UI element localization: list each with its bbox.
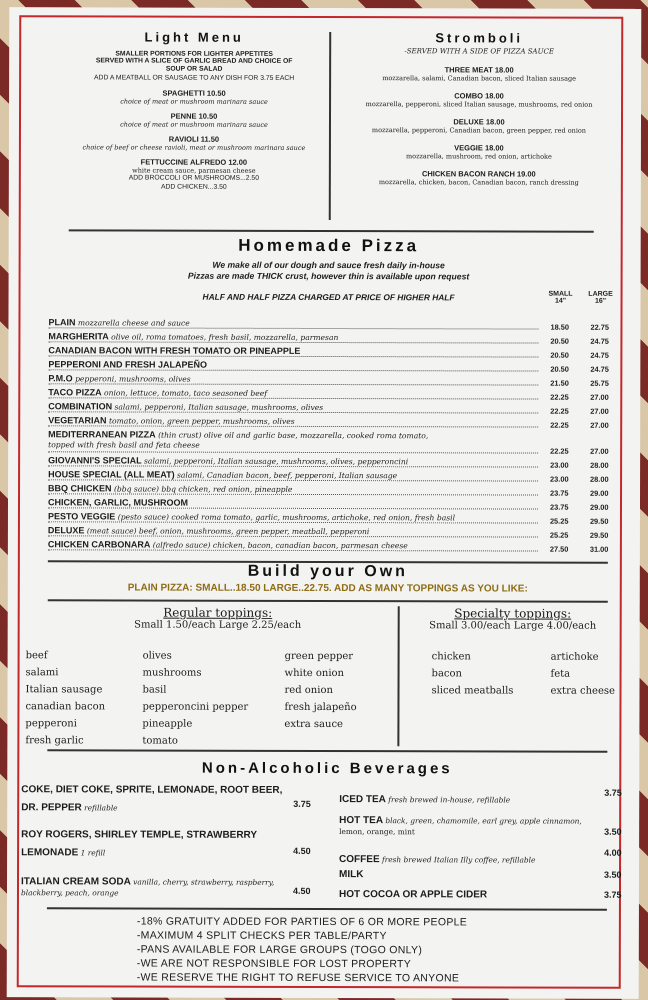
light-menu-item <box>69 158 319 192</box>
beverage-item <box>21 829 311 860</box>
item-name: PENNE 10.50 <box>170 111 218 121</box>
beverage-item <box>21 869 311 898</box>
pizza-label <box>48 497 190 507</box>
beverage-price: 3.75 <box>604 787 622 798</box>
large-price: 25.75 <box>590 378 609 388</box>
stromboli-title: Stromboli <box>435 30 524 46</box>
pizza-label <box>48 469 399 480</box>
footer-notes <box>137 915 467 986</box>
light-menu-title: Light Menu <box>144 29 244 45</box>
topping-item: beef <box>25 650 48 662</box>
pizza-name: DELUXE <box>47 525 85 536</box>
dot-leader <box>48 327 538 329</box>
pizza-row <box>48 429 628 457</box>
specialty-toppings-price: Small 3.00/each Large 4.00/each <box>429 620 597 632</box>
beverage-item <box>339 869 629 881</box>
small-price: 27.50 <box>549 544 569 554</box>
stromboli-item <box>344 117 614 135</box>
beverage-name: DR. PEPPER <box>21 802 82 814</box>
pizza-name: PLAIN <box>48 317 76 328</box>
topping-item: Italian sausage <box>25 684 103 696</box>
beverage-item <box>339 889 629 901</box>
pizza-label <box>48 345 302 356</box>
small-price: 21.50 <box>550 378 569 388</box>
large-price: 28.00 <box>590 460 609 470</box>
dot-leader <box>48 507 538 509</box>
light-menu-item <box>69 135 319 153</box>
small-price: 22.25 <box>550 392 569 402</box>
pizza-row <box>48 415 628 431</box>
topping-item: fresh garlic <box>25 735 84 747</box>
topping-item: pineapple <box>142 718 193 730</box>
item-desc: white cream sauce, parmesan cheese <box>132 166 256 176</box>
light-menu-intro: SOUP OR SALAD <box>165 65 223 74</box>
beverage-price: 3.75 <box>293 798 311 809</box>
topping-item: canadian bacon <box>25 701 106 713</box>
regular-toppings-title: Regular toppings: <box>163 605 273 620</box>
specialty-toppings-col <box>550 649 615 700</box>
topping-item: mushrooms <box>142 667 202 679</box>
item-name: VEGGIE 18.00 <box>454 143 504 153</box>
pizza-label <box>48 373 192 383</box>
beverages-title: Non-Alcoholic Beverages <box>201 759 453 778</box>
beverage-item <box>339 787 629 807</box>
size-inches: 14" <box>554 297 567 305</box>
topping-item: bacon <box>431 668 463 680</box>
item-name: CHICKEN BACON RANCH 19.00 <box>421 169 536 179</box>
topping-item: red onion <box>284 684 333 697</box>
beverage-name: LEMONADE <box>21 847 79 859</box>
specialty-toppings-col <box>431 648 513 699</box>
dot-leader <box>48 451 538 453</box>
pizza-desc: (bbq sauce) bbq chicken, red onion, pineapple <box>111 484 293 494</box>
beverage-price: 4.50 <box>293 845 311 856</box>
large-price: 27.00 <box>590 446 609 456</box>
beverage-desc: lemon, orange, mint <box>339 827 415 837</box>
item-desc: choice of meat or mushroom marinara sauce <box>120 120 268 130</box>
pizza-desc: salami, pepperoni, Italian sausage, mushrooms, olives, pepperoncini <box>141 456 409 467</box>
pizza-name: BBQ CHICKEN <box>48 483 112 494</box>
pizza-row <box>48 511 628 527</box>
footer-note: -WE RESERVE THE RIGHT TO REFUSE SERVICE TO ANYONE <box>136 971 460 985</box>
beverage-name: COFFEE <box>339 854 380 866</box>
large-price: 24.75 <box>590 364 609 374</box>
footer-note: -WE ARE NOT RESPONSIBLE FOR LOST PROPERTY <box>136 957 412 971</box>
pizza-row <box>48 401 628 417</box>
pizza-label <box>48 317 191 327</box>
pizza-desc: (pesto sauce) cooked roma tomato, garlic, mushrooms, artichoke, red onion, fresh basil <box>115 512 456 523</box>
topping-item: extra cheese <box>550 685 615 697</box>
item-desc: mozzarella, chicken, bacon, Canadian bacon, ranch dressing <box>378 178 579 187</box>
large-price: 27.00 <box>590 392 609 402</box>
item-desc: mozzarella, mushroom, red onion, artichoke <box>405 152 552 161</box>
beverage-name: HOT TEA <box>339 815 384 827</box>
add-on-text: ADD BROCCOLI OR MUSHROOMS...2.50 <box>128 174 259 183</box>
large-price: 22.75 <box>590 322 609 332</box>
topping-item: sliced meatballs <box>431 685 514 697</box>
beverage-desc: refillable <box>81 803 118 813</box>
item-name: COMBO 18.00 <box>454 91 504 101</box>
specialty-toppings-title: Specialty toppings: <box>454 606 572 621</box>
light-menu-item <box>69 89 319 107</box>
plain-pizza-note: PLAIN PIZZA: SMALL..18.50 LARGE..22.75. ADD AS MANY TOPPINGS AS YOU LIKE: <box>127 582 528 595</box>
pizza-name: HOUSE SPECIAL (ALL MEAT) <box>48 469 175 480</box>
pizza-row <box>48 539 628 555</box>
build-title: Build your Own <box>247 562 408 581</box>
beverage-desc: fresh brewed Italian Illy coffee, refillable <box>379 855 536 865</box>
pizza-label <box>48 387 269 398</box>
pizza-intro: We make all of our dough and sauce fresh daily in-house <box>212 259 445 271</box>
size-inches: 16" <box>594 297 607 305</box>
pizza-label <box>48 415 296 426</box>
beverage-item <box>339 808 629 837</box>
pizza-desc: (meat sauce) beef, onion, mushrooms, green pepper, meatball, pepperoni <box>84 526 370 537</box>
pizza-desc: tomato, onion, green pepper, mushrooms, olives <box>106 416 295 426</box>
pizza-label <box>48 359 209 369</box>
pizza-desc: (thin crust) olive oil and garlic base, mozzarella, cooked roma tomato, <box>155 430 429 441</box>
small-price: 23.75 <box>550 488 569 498</box>
small-price: 23.75 <box>549 502 569 512</box>
pizza-label <box>48 483 294 494</box>
footer-note: -18% GRATUITY ADDED FOR PARTIES OF 6 OR MORE PEOPLE <box>136 915 468 929</box>
topping-item: feta <box>550 668 571 680</box>
beverage-desc: fresh brewed in-house, refillable <box>385 795 511 805</box>
small-price: 18.50 <box>550 322 569 332</box>
large-price: 27.00 <box>590 406 609 416</box>
small-price: 25.25 <box>549 516 569 526</box>
small-price: 22.25 <box>550 406 569 416</box>
pizza-list <box>48 317 629 555</box>
pizza-name: CHICKEN, GARLIC, MUSHROOM <box>47 497 189 508</box>
pizza-intro: Pizzas are made THICK crust, however thin is available upon request <box>187 270 470 282</box>
beverage-name: HOT COCOA OR APPLE CIDER <box>338 889 488 901</box>
topping-item: white onion <box>284 667 345 680</box>
beverage-item <box>21 784 311 815</box>
pizza-desc: mozzarella cheese and sauce <box>75 318 190 328</box>
pizza-label <box>48 401 325 412</box>
pizza-name: GIOVANNI'S SPECIAL <box>48 455 142 466</box>
large-price: 24.75 <box>590 350 609 360</box>
regular-toppings-col <box>284 648 356 733</box>
beverage-name: ITALIAN CREAM SODA <box>20 876 131 888</box>
pizza-desc: topped with fresh basil and feta cheese <box>48 440 200 450</box>
topping-item: olives <box>142 650 172 662</box>
pizza-name: PESTO VEGGIE <box>47 511 116 522</box>
topping-item: extra sauce <box>284 718 343 731</box>
beverage-price: 3.75 <box>603 889 622 900</box>
pizza-row <box>48 525 628 541</box>
stromboli-item <box>344 169 614 187</box>
item-desc: mozzarella, pepperoni, sliced Italian sausage, mushrooms, red onion <box>365 100 593 109</box>
pizza-label <box>48 511 457 522</box>
pizza-label <box>48 539 410 550</box>
beverage-price: 4.50 <box>292 885 311 896</box>
pizza-row <box>48 373 628 389</box>
topping-item: tomato <box>142 735 178 747</box>
topping-item: pepperoncini pepper <box>142 701 249 713</box>
footer-note: -PANS AVAILABLE FOR LARGE GROUPS (TOGO ONLY) <box>136 943 423 957</box>
small-size-header <box>541 291 581 305</box>
specialty-toppings-header <box>408 606 618 632</box>
pizza-desc: (alfredo sauce) chicken, bacon, canadian bacon, parmesan cheese <box>150 540 408 551</box>
stromboli-item <box>344 91 614 109</box>
light-menu-item <box>69 112 319 130</box>
pizza-desc: onion, lettuce, tomato, taco seasoned beef <box>101 388 268 398</box>
item-name: RAVIOLI 11.50 <box>168 134 220 144</box>
pizza-row <box>48 469 628 485</box>
pizza-name: MEDITERRANEAN PIZZA <box>48 429 156 440</box>
pizza-desc: salami, pepperoni, Italian sausage, mushrooms, olives <box>112 402 324 412</box>
topping-item: chicken <box>431 651 471 663</box>
small-price: 23.00 <box>550 474 569 484</box>
pizza-row <box>48 387 628 403</box>
regular-toppings-price: Small 1.50/each Large 2.25/each <box>134 619 302 631</box>
pizza-label <box>48 525 371 536</box>
pizza-name: TACO PIZZA <box>48 387 102 398</box>
small-price: 20.50 <box>550 364 569 374</box>
small-price: 25.25 <box>549 530 569 540</box>
small-price: 20.50 <box>550 350 569 360</box>
stromboli-item <box>344 65 614 83</box>
large-price: 31.00 <box>589 544 609 554</box>
beverage-desc: vanilla, cherry, strawberry, raspberry, <box>130 877 275 887</box>
stromboli-item <box>344 143 614 161</box>
dot-leader <box>48 397 538 399</box>
pizza-name: COMBINATION <box>48 401 113 412</box>
large-price: 29.00 <box>589 502 609 512</box>
beverage-desc: black, green, chamomile, earl grey, apple cinnamon, <box>383 816 582 826</box>
item-desc: mozzarella, salami, Canadian bacon, sliced Italian sausage <box>382 74 577 83</box>
item-name: SPAGHETTI 10.50 <box>162 88 226 98</box>
light-menu-section <box>69 29 319 192</box>
regular-toppings-col <box>142 648 248 750</box>
size-label: SMALL <box>548 290 573 298</box>
footer-note: -MAXIMUM 4 SPLIT CHECKS PER TABLE/PARTY <box>136 929 387 943</box>
stromboli-subtitle: -SERVED WITH A SIDE OF PIZZA SAUCE <box>404 47 554 56</box>
large-price: 28.00 <box>590 474 609 484</box>
large-price: 29.50 <box>589 516 609 526</box>
pizza-name: CHICKEN CARBONARA <box>47 539 151 550</box>
pizza-desc: olive oil, roma tomatoes, fresh basil, mozzarella, parmesan <box>108 332 339 343</box>
beverage-price: 4.00 <box>604 847 622 858</box>
add-on-text: ADD CHICKEN...3.50 <box>160 183 227 191</box>
beverage-price: 3.50 <box>604 869 622 880</box>
pizza-label <box>48 429 430 440</box>
pizza-row <box>48 483 628 499</box>
dot-leader <box>48 369 538 371</box>
stromboli-section <box>344 30 614 187</box>
pizza-name: PEPPERONI AND FRESH JALAPEÑO <box>48 359 208 370</box>
regular-toppings-header <box>108 605 328 631</box>
pizza-name: VEGETARIAN <box>48 415 107 426</box>
menu-paper <box>7 7 642 999</box>
small-price: 23.00 <box>550 460 569 470</box>
beverage-price: 3.50 <box>604 826 622 837</box>
pizza-row <box>48 317 628 333</box>
item-desc: choice of beef or cheese ravioli, meat or mushroom marinara sauce <box>82 143 306 153</box>
small-price: 22.25 <box>550 446 569 456</box>
regular-toppings-col <box>25 647 105 749</box>
pizza-row <box>48 497 628 513</box>
pizza-label <box>48 331 340 342</box>
topping-item: basil <box>142 684 167 696</box>
topping-item: pepperoni <box>25 718 77 730</box>
half-and-half-note: HALF AND HALF PIZZA CHARGED AT PRICE OF HIGHER HALF <box>202 291 455 303</box>
dot-leader <box>48 383 538 385</box>
light-menu-intro: ADD A MEATBALL OR SAUSAGE TO ANY DISH FOR 3.75 EACH <box>93 74 295 82</box>
item-name: DELUXE 18.00 <box>453 117 505 127</box>
beverage-name: MILK <box>339 869 364 881</box>
large-price: 24.75 <box>590 336 609 346</box>
pizza-row <box>48 331 628 347</box>
beverage-name: ROY ROGERS, SHIRLEY TEMPLE, STRAWBERRY <box>21 829 258 841</box>
beverage-desc: blackberry, peach, orange <box>20 888 119 898</box>
pizza-desc: salami, Canadian bacon, beef, pepperoni, Italian sausage <box>174 470 398 481</box>
item-name: FETTUCCINE ALFREDO 12.00 <box>140 157 248 168</box>
large-price: 27.00 <box>590 420 609 430</box>
small-price: 20.50 <box>550 336 569 346</box>
pizza-label <box>48 455 410 466</box>
large-price: 29.50 <box>589 530 609 540</box>
pizza-row <box>48 345 628 361</box>
pizza-name: MARGHERITA <box>48 331 109 342</box>
topping-item: salami <box>25 667 59 679</box>
topping-item: fresh jalapeño <box>284 701 357 714</box>
light-menu-intro: SMALLER PORTIONS FOR LIGHTER APPETITES <box>115 50 273 58</box>
pizza-title: Homemade Pizza <box>238 235 420 256</box>
beverage-name: ICED TEA <box>339 794 386 806</box>
light-menu-intro: SERVED WITH A SLICE OF GARLIC BREAD AND CHOICE OF <box>95 57 293 65</box>
size-label: LARGE <box>588 290 613 298</box>
topping-item: artichoke <box>550 651 599 663</box>
item-desc: choice of meat or mushroom marinara sauce <box>120 97 268 107</box>
item-name: THREE MEAT 18.00 <box>444 65 514 75</box>
pizza-row <box>48 455 628 471</box>
beverage-desc: 1 refill <box>78 848 106 858</box>
pizza-name: CANADIAN BACON WITH FRESH TOMATO OR PINEAPPLE <box>48 345 301 356</box>
small-price: 22.25 <box>550 420 569 430</box>
pizza-row <box>48 359 628 375</box>
pizza-desc: pepperoni, mushrooms, olives <box>72 374 191 384</box>
item-desc: mozzarella, pepperoni, Canadian bacon, green pepper, red onion <box>371 126 587 135</box>
beverage-item <box>339 847 629 867</box>
large-price: 29.00 <box>590 488 609 498</box>
beverage-name: COKE, DIET COKE, SPRITE, LEMONADE, ROOT BEER, <box>21 784 283 796</box>
topping-item: green pepper <box>284 650 354 663</box>
pizza-name: P.M.O <box>48 373 73 384</box>
large-size-header <box>581 291 621 305</box>
